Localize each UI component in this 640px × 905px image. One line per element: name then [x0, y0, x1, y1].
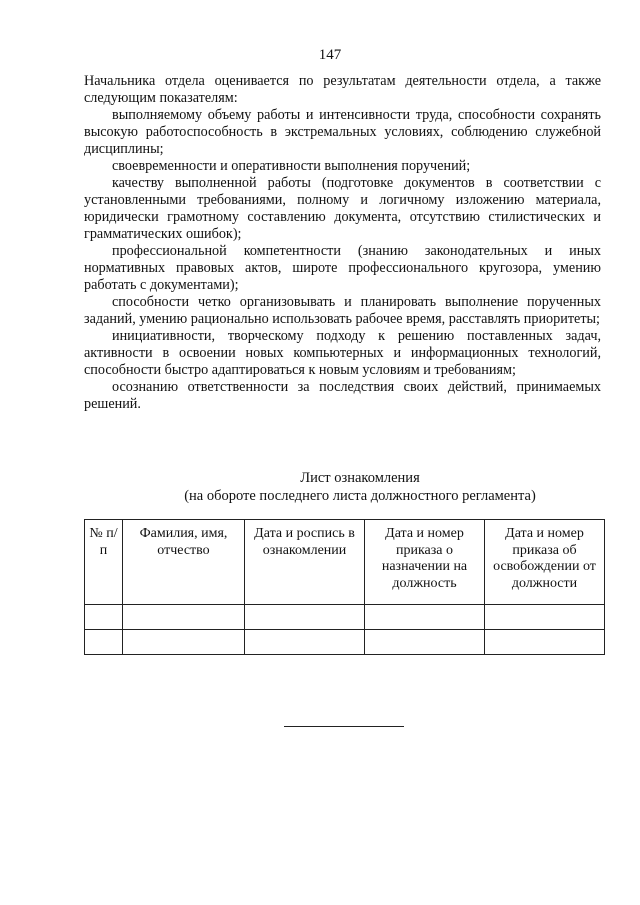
paragraph-item: инициативности, творческому подходу к решению поставленных задач, активности в освоении новых компьютерных и информационных технологий, способности быстро адаптироваться к новым условиям и требованиям;: [84, 328, 601, 378]
acknowledgement-title: Лист ознакомления: [300, 470, 420, 486]
column-header-dismissal-order: Дата и номер приказа об освобождении от должности: [485, 520, 605, 605]
paragraph-item: выполняемому объему работы и интенсивности труда, способности сохранять высокую работоспособность в экстремальных условиях, соблюдению служебной дисциплины;: [84, 107, 601, 157]
paragraph-item: осознанию ответственности за последствия своих действий, принимаемых решений.: [84, 379, 601, 412]
paragraph-item: профессиональной компетентности (знанию законодательных и иных нормативных правовых актов, широте профессионального кругозора, умению работать с документами);: [84, 243, 601, 293]
table-cell: [485, 605, 605, 630]
table-cell: [485, 630, 605, 655]
table-header-row: [85, 520, 605, 605]
table-cell: [85, 605, 123, 630]
paragraph-item: своевременности и оперативности выполнения поручений;: [112, 158, 471, 174]
table-cell: [123, 630, 245, 655]
column-header-appointment-order: Дата и номер приказа о назначении на должность: [365, 520, 485, 605]
page-number: 147: [318, 47, 342, 63]
table-row: [85, 630, 605, 655]
table-cell: [365, 605, 485, 630]
column-header-full-name: Фамилия, имя, отчество: [123, 520, 245, 605]
paragraph-intro: Начальника отдела оценивается по результатам деятельности отдела, а также следующим показателям:: [84, 73, 601, 106]
table-cell: [245, 630, 365, 655]
table-cell: [245, 605, 365, 630]
separator-line: [284, 726, 404, 727]
paragraph-item: способности четко организовывать и планировать выполнение порученных заданий, умению рационально использовать рабочее время, расставлять приоритеты;: [84, 294, 601, 327]
column-header-number: № п/п: [85, 520, 123, 605]
body-text: [84, 73, 601, 413]
table-row: [85, 605, 605, 630]
table-cell: [365, 630, 485, 655]
table-cell: [123, 605, 245, 630]
acknowledgement-table: [84, 519, 605, 655]
acknowledgement-heading: [60, 469, 640, 505]
paragraph-item: качеству выполненной работы (подготовке документов в соответствии с установленными требованиями, полному и логичному изложению материала, юридически грамотному составлению документа, отсутствию стилистических и грамматических ошибок);: [84, 175, 601, 242]
column-header-signature-date: Дата и роспись в ознакомлении: [245, 520, 365, 605]
acknowledgement-subtitle: (на обороте последнего листа должностного регламента): [184, 488, 536, 504]
table-cell: [85, 630, 123, 655]
